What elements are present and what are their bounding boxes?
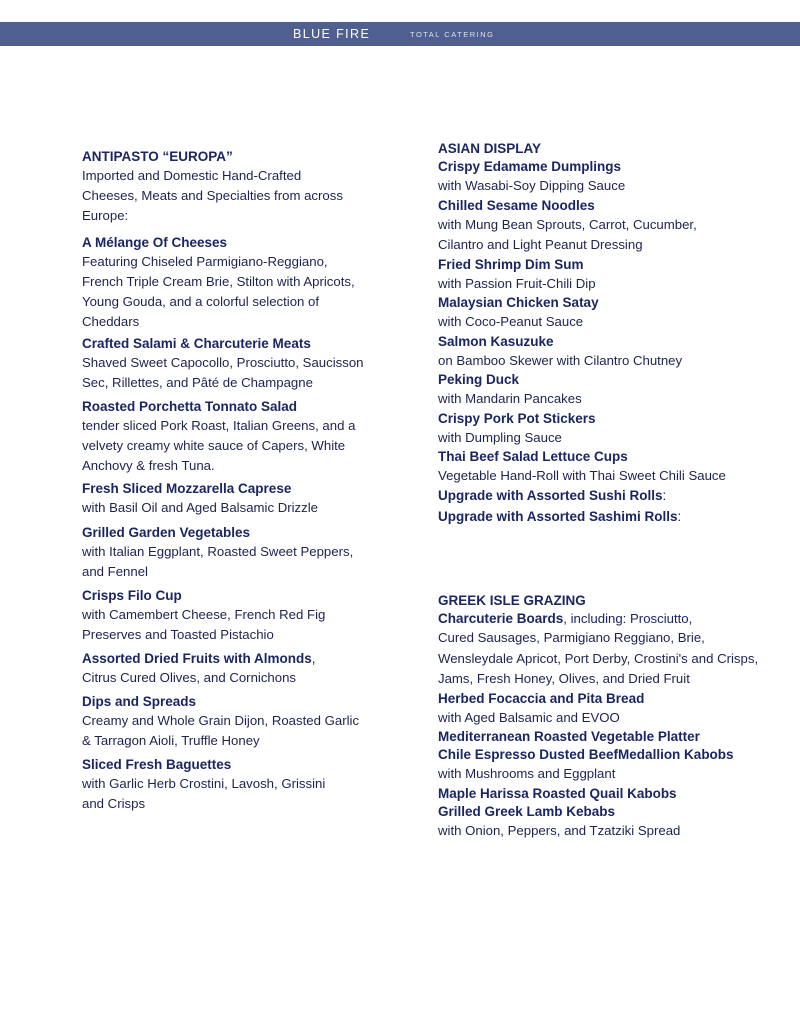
section-desc-line: Europe: xyxy=(82,208,129,223)
menu-item xyxy=(82,756,382,814)
item-name: Dips and Spreads xyxy=(82,694,197,709)
item-desc-line: with Dumpling Sauce xyxy=(438,429,562,445)
item-desc-line: on Bamboo Skewer with Cilantro Chutney xyxy=(438,352,683,368)
item-name: Crisps Filo Cup xyxy=(82,588,182,603)
item-desc-line: French Triple Cream Brie, Stilton with Apricots, xyxy=(82,274,355,289)
item-desc-line: Cured Sausages, Parmigiano Reggiano, Brie, xyxy=(438,630,705,645)
item-desc-line: with Italian Eggplant, Roasted Sweet Peppers, xyxy=(82,544,354,559)
item-name: Thai Beef Salad Lettuce Cups xyxy=(438,449,628,464)
upgrade-item xyxy=(438,508,778,526)
item-name: Maple Harissa Roasted Quail Kabobs xyxy=(438,785,677,801)
menu-item xyxy=(82,693,382,751)
item-desc-line: Anchovy & fresh Tuna. xyxy=(82,458,215,473)
item-desc-line: velvety creamy white sauce of Capers, White xyxy=(82,438,346,453)
item-name: Peking Duck xyxy=(438,372,520,387)
item-desc-line: with Mushrooms and Eggplant xyxy=(438,766,616,781)
item-name: Malaysian Chicken Satay xyxy=(438,295,599,310)
item-desc-line: Cheddars xyxy=(82,314,140,329)
item-desc-line: Jams, Fresh Honey, Olives, and Dried Fruit xyxy=(438,671,690,686)
menu-item xyxy=(82,480,382,518)
menu-item xyxy=(82,587,382,645)
upgrade-suffix: : xyxy=(662,487,667,503)
item-desc-line: with Coco-Peanut Sauce xyxy=(438,314,584,329)
antipasto-section xyxy=(82,148,382,226)
item-desc-line: with Onion, Peppers, and Tzatziki Spread xyxy=(438,822,681,838)
brand-name: BLUE FIRE xyxy=(293,27,371,41)
menu-item xyxy=(82,335,382,393)
item-name: Chilled Sesame Noodles xyxy=(438,197,595,213)
item-desc-line: with Basil Oil and Aged Balsamic Drizzle xyxy=(82,500,319,515)
upgrade-suffix: : xyxy=(677,508,682,524)
asian-section xyxy=(438,140,778,526)
item-desc-line: Young Gouda, and a colorful selection of xyxy=(82,294,320,309)
item-desc-line: with Passion Fruit-Chili Dip xyxy=(438,275,596,291)
upgrade-name: Upgrade with Assorted Sashimi Rolls xyxy=(438,508,678,524)
section-title-antipasto: ANTIPASTO “EUROPA” xyxy=(82,149,233,164)
item-desc-line: with Mung Bean Sprouts, Carrot, Cucumber, xyxy=(438,216,697,232)
item-desc-line: with Camembert Cheese, French Red Fig xyxy=(82,607,326,622)
item-desc-line: Creamy and Whole Grain Dijon, Roasted Garlic xyxy=(82,713,360,728)
item-name: Salmon Kasuzuke xyxy=(438,333,554,349)
item-name: Grilled Garden Vegetables xyxy=(82,525,251,540)
item-name: Mediterranean Roasted Vegetable Platter xyxy=(438,729,700,744)
item-name: Crispy Edamame Dumplings xyxy=(438,159,622,174)
item-name: Crafted Salami & Charcuterie Meats xyxy=(82,336,311,351)
item-desc-line: with Garlic Herb Crostini, Lavosh, Grissini xyxy=(82,776,326,791)
upgrade-item xyxy=(438,487,778,505)
item-desc-line: and Fennel xyxy=(82,564,148,579)
item-desc-line: and Crisps xyxy=(82,796,146,811)
menu-item xyxy=(82,524,382,582)
item-desc-line: Cilantro and Light Peanut Dressing xyxy=(438,237,643,252)
item-name: Assorted Dried Fruits with Almonds xyxy=(82,651,312,666)
item-desc-line: Citrus Cured Olives, and Cornichons xyxy=(82,670,297,685)
item-desc-line: Vegetable Hand-Roll with Thai Sweet Chili Sauce xyxy=(438,468,726,483)
item-name: Crispy Pork Pot Stickers xyxy=(438,410,596,426)
brand-tagline: TOTAL CATERING xyxy=(410,30,495,39)
item-name: Chile Espresso Dusted BeefMedallion Kabobs xyxy=(438,747,734,762)
item-desc-line: & Tarragon Aioli, Truffle Honey xyxy=(82,733,260,748)
section-desc-line: Imported and Domestic Hand-Crafted xyxy=(82,168,302,183)
item-desc-line: Featuring Chiseled Parmigiano-Reggiano, xyxy=(82,254,328,269)
item-desc-line: with Mandarin Pancakes xyxy=(438,391,582,406)
item-name: Herbed Focaccia and Pita Bread xyxy=(438,690,645,706)
section-desc-line: Cheeses, Meats and Specialties from across xyxy=(82,188,343,203)
greek-section xyxy=(438,592,778,841)
item-desc-line: Sec, Rillettes, and Pâté de Champagne xyxy=(82,375,313,390)
upgrade-name: Upgrade with Assorted Sushi Rolls xyxy=(438,487,663,503)
item-desc-line: with Aged Balsamic and EVOO xyxy=(438,709,620,725)
item-name: Grilled Greek Lamb Kebabs xyxy=(438,803,616,819)
item-name: A Mélange Of Cheeses xyxy=(82,235,228,250)
item-desc-line: Preserves and Toasted Pistachio xyxy=(82,627,274,642)
item-desc-line: Wensleydale Apricot, Port Derby, Crostini's and Crisps, xyxy=(438,650,759,666)
item-name: Fresh Sliced Mozzarella Caprese xyxy=(82,481,292,496)
item-desc-line: Shaved Sweet Capocollo, Prosciutto, Saucisson xyxy=(82,355,364,370)
section-title-greek: GREEK ISLE GRAZING xyxy=(438,593,586,608)
item-inline-desc: , including: Prosciutto, xyxy=(563,611,693,626)
item-name: Sliced Fresh Baguettes xyxy=(82,757,232,772)
menu-item xyxy=(82,398,382,476)
item-desc-line: tender sliced Pork Roast, Italian Greens, and a xyxy=(82,418,356,433)
section-title-asian: ASIAN DISPLAY xyxy=(438,141,542,156)
header-bar xyxy=(0,22,800,46)
item-name-suffix: , xyxy=(311,651,316,666)
item-desc-line: with Wasabi-Soy Dipping Sauce xyxy=(438,178,626,193)
menu-item xyxy=(82,234,382,332)
item-name: Fried Shrimp Dim Sum xyxy=(438,256,584,272)
item-name: Charcuterie Boards xyxy=(438,611,564,626)
item-name: Roasted Porchetta Tonnato Salad xyxy=(82,399,298,414)
menu-item xyxy=(82,650,382,688)
